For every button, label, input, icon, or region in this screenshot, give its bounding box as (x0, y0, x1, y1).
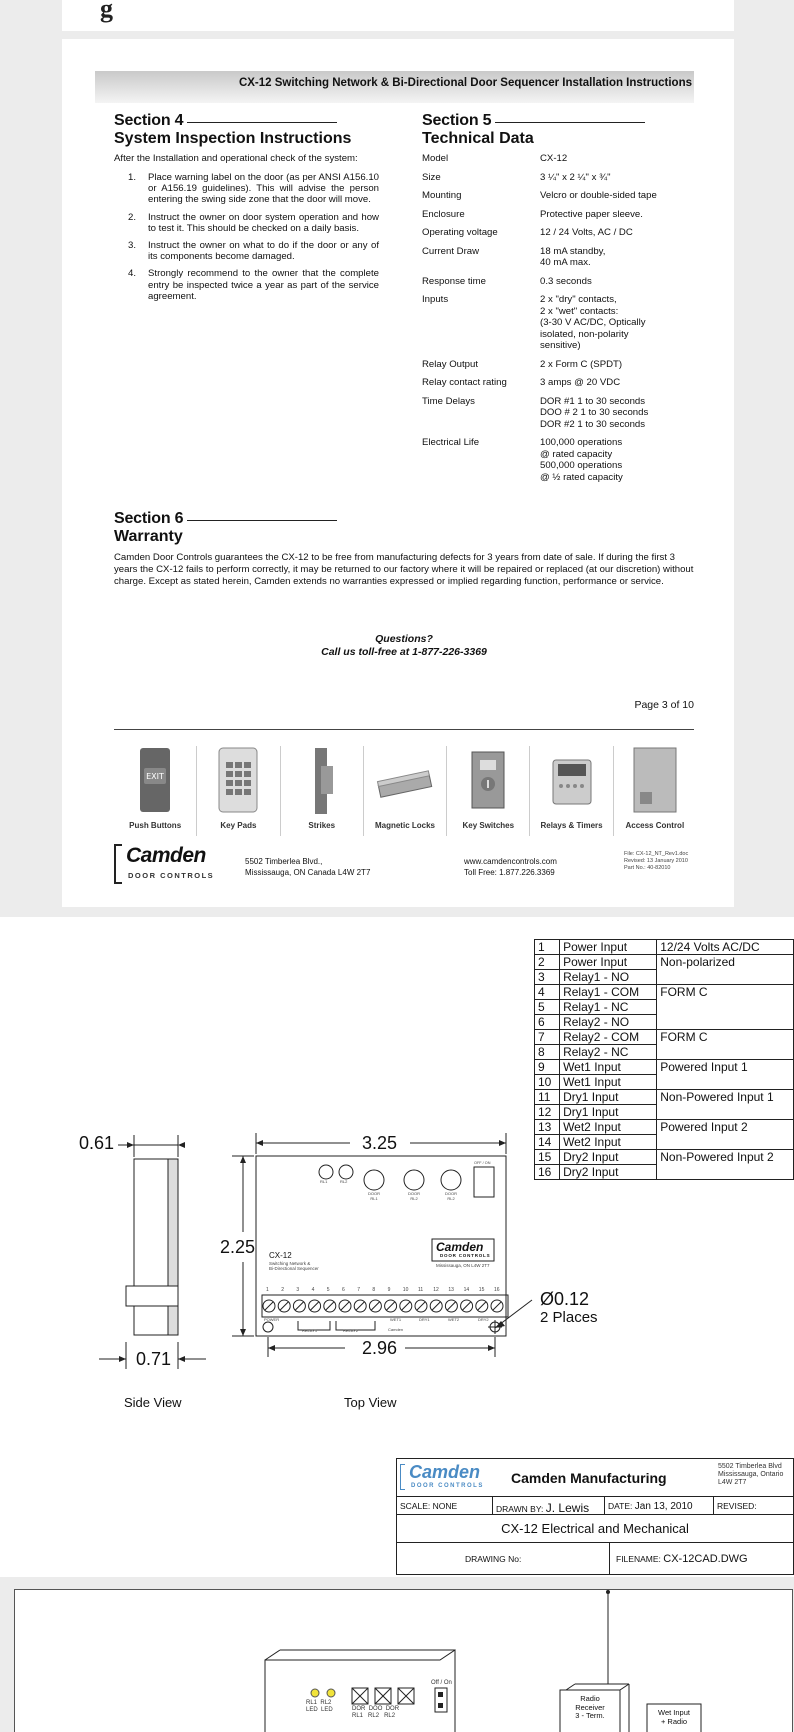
pin-signal: Dry1 Input (560, 1105, 657, 1120)
pin-number: 9 (535, 1060, 560, 1075)
spec-row: Response time 0.3 seconds (422, 275, 592, 287)
inspection-list (114, 172, 379, 302)
spec-row: Operating voltage 12 / 24 Volts, AC / DC (422, 227, 633, 238)
list-item: 3. Instruct the owner on what to do if the door or any of its components become damaged. (128, 240, 379, 263)
product-strip (114, 746, 696, 836)
board-address: Mississauga, ON L4W 2T7 (436, 1263, 490, 1268)
section-4-number: Section 4 (114, 112, 379, 130)
list-item: 1. Place warning label on the door (as per ANSI A156.10 or A156.19 guidelines). This will advise the person entering the swing side zone that the door will move. (128, 172, 379, 206)
pin-description: Powered Input 2 (657, 1120, 794, 1135)
terminal-number: 5 (326, 1287, 330, 1293)
pin-signal: Dry2 Input (560, 1165, 657, 1180)
title-block-logo: Camden DOOR CONTROLS (397, 1459, 505, 1496)
footer-address: 5502 Timberlea Blvd., Mississauga, ON Canada L4W 2T7 (245, 857, 371, 877)
spec-row: Enclosure Protective paper sleeve. (422, 208, 643, 220)
manual-page (62, 39, 734, 907)
section-5 (422, 112, 697, 490)
pin-number: 7 (535, 1030, 560, 1045)
access-panel-icon (630, 746, 680, 816)
pin-signal: Wet2 Input (560, 1135, 657, 1150)
list-item: 4. Strongly recommend to the owner that the complete entry be inspected twice a year as part of the service agreement. (128, 268, 379, 302)
page-footer (114, 844, 696, 890)
pin-number: 6 (535, 1015, 560, 1030)
hole-size-dimension: Ø0.12 (540, 1289, 590, 1309)
page-number: Page 3 of 10 (634, 699, 694, 711)
wiring-diagram-page (14, 1589, 793, 1732)
terminal-number: 8 (372, 1287, 376, 1293)
hole-count-note: 2 Places (540, 1309, 598, 1326)
board-subtitle: Switching Network & Bi-Directional Sequencer (269, 1261, 319, 1271)
pin-signal: Dry2 Input (560, 1150, 657, 1165)
title-block-address: 5502 Timberlea Blvd Mississauga, Ontario L4W 2T7 (718, 1463, 784, 1486)
wiring-led-labels: RL1 RL2 LED LED (306, 1700, 333, 1713)
previous-page-glyph: g (100, 0, 113, 23)
pin-number: 8 (535, 1045, 560, 1060)
pin-description: 12/24 Volts AC/DC (657, 940, 794, 955)
title-block-date: DATE: Jan 13, 2010 (605, 1497, 714, 1514)
title-block-drawing-no: DRAWING No: (397, 1543, 610, 1575)
pin-number: 14 (535, 1135, 560, 1150)
wiring-pot-labels: DOR DOO DOR RL1 RL2 RL2 (352, 1706, 400, 1719)
pin-signal: Relay1 - NC (560, 1000, 657, 1015)
pin-description: Non-polarized (657, 955, 794, 970)
board-wet1-label: WET1 (390, 1317, 402, 1322)
spec-row: Mounting Velcro or double-sided tape (422, 190, 657, 201)
terminal-number: 3 (296, 1287, 300, 1293)
footer-file-info: File: CX-12_NT_Rev1.doc Revised: 13 January 2010 Part No.: 40-82010 (624, 851, 689, 871)
pin-number: 3 (535, 970, 560, 985)
pin-number: 4 (535, 985, 560, 1000)
questions-callout (114, 633, 694, 659)
title-block-company: Camden Manufacturing (511, 1470, 667, 1486)
title-block-revised: REVISED: (717, 1501, 757, 1511)
footer-contact: www.camdencontrols.com Toll Free: 1.877.226.3369 (464, 857, 557, 877)
terminal-number: 2 (281, 1287, 284, 1293)
section-5-number: Section 5 (422, 112, 697, 130)
terminal-number: 14 (463, 1287, 470, 1293)
spec-row: Inputs 2 x "dry" contacts, 2 x "wet" contacts: (3-30 V AC/DC, Optically isolated, non-polarity sensitive) (422, 294, 646, 351)
board-maker-label: Camden (388, 1327, 404, 1332)
pin-signal: Wet2 Input (560, 1120, 657, 1135)
product-key-pads: Key Pads (197, 746, 280, 836)
divider (114, 729, 694, 730)
board-wet2-label: WET2 (448, 1317, 460, 1322)
spec-row: Current Draw 18 mA standby, 40 mA max. (422, 245, 606, 268)
terminal-number: 10 (402, 1287, 409, 1293)
board-relay1-label: RELAY1 (302, 1328, 318, 1333)
pin-number: 2 (535, 955, 560, 970)
terminal-number: 6 (342, 1287, 345, 1293)
camden-logo-sub: DOOR CONTROLS (128, 871, 215, 880)
spec-row: Electrical Life 100,000 operations @ rated capacity 500,000 operations @ ½ rated capacity (422, 437, 623, 483)
terminal-number: 1 (266, 1287, 269, 1293)
product-magnetic-locks: Magnetic Locks (364, 746, 447, 836)
terminal-number: 16 (494, 1287, 500, 1293)
section-5-title: Technical Data (422, 130, 534, 147)
side-base-dimension: 0.71 (136, 1349, 172, 1369)
title-block-drawn-by: DRAWN BY: J. Lewis (493, 1497, 605, 1514)
pin-signal: Relay1 - COM (560, 985, 657, 1000)
pin-signal: Relay2 - NC (560, 1045, 657, 1060)
terminal-number: 13 (448, 1287, 454, 1293)
top-view-label: Top View (344, 1395, 397, 1410)
wet-input-label: Wet Input + Radio (658, 1708, 690, 1726)
toll-free-line: Call us toll-free at 1-877-226-3369 (321, 646, 487, 658)
questions-heading: Questions? (375, 633, 433, 645)
pin-number: 15 (535, 1150, 560, 1165)
logo-bracket (114, 844, 122, 884)
push-button-icon (135, 746, 175, 814)
strike-icon (307, 746, 337, 816)
section-4 (114, 112, 379, 308)
list-item: 2. Instruct the owner on door system operation and how to test it. This should be checked on a daily basis. (128, 211, 379, 234)
pin-description: Powered Input 1 (657, 1060, 794, 1075)
board-power-label: POWER (264, 1317, 280, 1322)
board-dry2-label: DRY2 (478, 1317, 489, 1322)
pin-description: Non-Powered Input 2 (657, 1150, 794, 1165)
board-logo: Camden (436, 1240, 484, 1254)
width-dimension: 3.25 (362, 1133, 398, 1153)
board-led2-label: RL2 (340, 1179, 348, 1184)
mechanical-drawing-page (0, 917, 794, 1577)
board-pot3-label: DOOR RL2 (445, 1191, 457, 1201)
section-6-number: Section 6 (114, 510, 694, 528)
pin-signal: Wet1 Input (560, 1060, 657, 1075)
title-block (396, 1458, 794, 1575)
pin-number: 1 (535, 940, 560, 955)
product-access-control: Access Control (614, 746, 696, 836)
keyswitch-icon (466, 746, 510, 814)
pin-description: FORM C (657, 1030, 794, 1045)
product-push-buttons: EXIT Push Buttons (114, 746, 197, 836)
spec-row: Relay contact rating 3 amps @ 20 VDC (422, 377, 621, 388)
pin-number: 11 (535, 1090, 560, 1105)
warranty-text: Camden Door Controls guarantees the CX-12 to be free from manufacturing defects for 3 years from date of sale. If during the first 3 years the CX-12 fails to perform correctly, it may be returned to our factory where it will be repaired or replaced (at our discretion) without charge. Except as stated herein, Camden extends no warranties expressed or implied regarding function, performance or service. (114, 552, 694, 587)
previous-page-fragment (62, 0, 734, 31)
side-view-label: Side View (124, 1395, 182, 1410)
footer-website[interactable]: www.camdencontrols.com (464, 857, 557, 866)
spec-row: Time Delays DOR #1 1 to 30 seconds DOO # 2 1 to 30 seconds DOR #2 1 to 30 seconds (422, 395, 649, 430)
page-header-title: CX-12 Switching Network & Bi-Directional Door Sequencer Installation Instructions (238, 77, 692, 89)
svg-text:EXIT: EXIT (146, 772, 165, 781)
pin-signal: Power Input (560, 940, 657, 955)
product-relays-timers: Relays & Timers (530, 746, 613, 836)
pin-number: 10 (535, 1075, 560, 1090)
terminal-number: 9 (387, 1287, 391, 1293)
pin-number: 13 (535, 1120, 560, 1135)
timer-icon (547, 746, 597, 814)
spec-table (422, 153, 697, 483)
title-block-filename: FILENAME: CX-12CAD.DWG (616, 1553, 748, 1565)
side-depth-dimension: 0.61 (79, 1133, 115, 1153)
spec-row: Relay Output 2 x Form C (SPDT) (422, 358, 623, 370)
board-pot1-label: DOOR RL1 (368, 1191, 380, 1201)
terminal-number: 15 (478, 1287, 485, 1293)
pin-signal: Dry1 Input (560, 1090, 657, 1105)
keypad-icon (216, 746, 260, 814)
section-6-title: Warranty (114, 528, 183, 545)
terminal-numbers (262, 1287, 508, 1295)
pin-description: Non-Powered Input 1 (657, 1090, 794, 1105)
height-dimension: 2.25 (220, 1237, 256, 1257)
pin-signal: Relay2 - NO (560, 1015, 657, 1030)
board-dry1-label: DRY1 (419, 1317, 430, 1322)
terminal-number: 12 (433, 1287, 439, 1293)
title-block-scale: SCALE: NONE (397, 1497, 493, 1514)
terminal-number: 7 (357, 1287, 360, 1293)
terminal-number: 4 (311, 1287, 315, 1293)
dimension-drawing (0, 917, 794, 1457)
maglock-icon (375, 746, 435, 814)
board-led1-label: RL1 (320, 1179, 328, 1184)
pin-number: 5 (535, 1000, 560, 1015)
section-4-intro: After the Installation and operational check of the system: (114, 153, 358, 164)
pin-number: 12 (535, 1105, 560, 1120)
terminal-number: 11 (418, 1287, 424, 1293)
section-4-title: System Inspection Instructions (114, 130, 352, 147)
board-model: CX-12 (269, 1251, 292, 1260)
board-switch-label: OFF / ON (474, 1161, 491, 1165)
product-key-switches: Key Switches (447, 746, 530, 836)
pin-description: FORM C (657, 985, 794, 1000)
board-logo-sub: DOOR CONTROLS (440, 1253, 491, 1258)
drawing-title: CX-12 Electrical and Mechanical (501, 1521, 689, 1536)
product-strikes: Strikes (281, 746, 364, 836)
pin-signal: Relay1 - NO (560, 970, 657, 985)
spec-row: Size 3 ¼" x 2 ¼" x ¾" (422, 171, 611, 183)
camden-logo: Camden (126, 844, 206, 867)
pin-number: 16 (535, 1165, 560, 1180)
pin-signal: Wet1 Input (560, 1075, 657, 1090)
pin-signal: Power Input (560, 955, 657, 970)
hole-span-dimension: 2.96 (362, 1338, 398, 1358)
pin-signal: Relay2 - COM (560, 1030, 657, 1045)
radio-receiver-label: Radio Receiver 3 - Term. (575, 1694, 605, 1720)
page-header-band (95, 71, 694, 103)
spec-row: Model CX-12 (422, 153, 568, 164)
section-6 (114, 510, 694, 587)
wiring-switch-label: Off / On (431, 1680, 452, 1686)
board-relay2-label: RELAY2 (343, 1328, 359, 1333)
board-pot2-label: DOOR RL2 (408, 1191, 420, 1201)
